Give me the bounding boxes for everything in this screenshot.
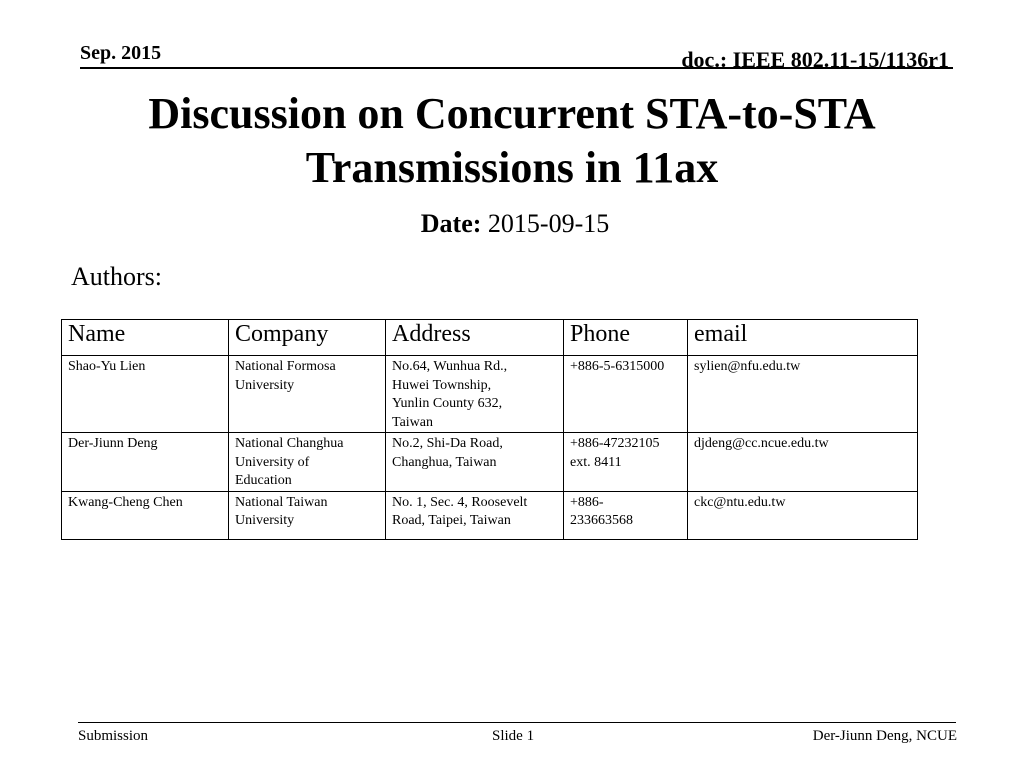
authors-label: Authors: (71, 262, 162, 291)
header-doc-id: doc.: IEEE 802.11-15/1136r1 (681, 47, 949, 72)
cell-line: No.64, Wunhua Rd., (392, 359, 508, 374)
column-header-address: Address (386, 320, 564, 356)
cell-company (229, 356, 386, 433)
cell-name: Shao-Yu Lien (62, 356, 229, 433)
cell-line: Changhua, Taiwan (392, 454, 497, 470)
footer-divider (78, 722, 956, 723)
cell-name: Der-Jiunn Deng (62, 433, 229, 492)
cell-line: University (235, 513, 295, 528)
table-row (62, 491, 918, 539)
cell-phone (564, 491, 688, 539)
header-divider (80, 67, 953, 69)
date-label: Date: (420, 209, 482, 238)
cell-line: National Taiwan (235, 494, 328, 510)
column-header-email: email (688, 320, 918, 356)
cell-line: No. 1, Sec. 4, Roosevelt (392, 494, 528, 510)
cell-line: University of (235, 454, 310, 470)
cell-email: ckc@ntu.edu.tw (688, 491, 918, 539)
footer-slide-number: Slide 1 (492, 728, 535, 744)
cell-line: National Formosa (235, 359, 336, 374)
cell-phone (564, 356, 688, 433)
cell-company (229, 433, 386, 492)
table-row (62, 356, 918, 433)
cell-name: Kwang-Cheng Chen (62, 491, 229, 539)
title-line-1: Discussion on Concurrent STA-to-STA (148, 89, 876, 138)
cell-address (386, 356, 564, 433)
date-line (0, 209, 1024, 239)
column-header-name: Name (62, 320, 229, 356)
footer-author: Der-Jiunn Deng, NCUE (812, 728, 957, 744)
cell-line: No.2, Shi-Da Road, (392, 436, 503, 451)
header-date: Sep. 2015 (80, 42, 162, 64)
cell-line: +886-47232105 (570, 436, 660, 451)
footer-submission: Submission (78, 728, 149, 744)
cell-address (386, 433, 564, 492)
cell-phone (564, 433, 688, 492)
column-header-phone: Phone (564, 320, 688, 356)
cell-address (386, 491, 564, 539)
cell-line: Education (235, 473, 292, 488)
date-value: 2015-09-15 (487, 209, 610, 238)
cell-line: +886-5-6315000 (570, 359, 665, 374)
authors-table (61, 319, 918, 540)
slide-title (0, 87, 1024, 195)
column-header-company: Company (229, 320, 386, 356)
cell-line: Yunlin County 632, (392, 396, 503, 411)
cell-line: ext. 8411 (570, 454, 622, 470)
cell-email: djdeng@cc.ncue.edu.tw (688, 433, 918, 492)
cell-line: Huwei Township, (392, 377, 492, 393)
cell-company (229, 491, 386, 539)
cell-line: National Changhua (235, 436, 344, 451)
cell-line: Road, Taipei, Taiwan (392, 513, 511, 528)
cell-line: Taiwan (392, 414, 434, 430)
cell-line: University (235, 377, 295, 393)
cell-line: +886- (570, 494, 604, 510)
cell-email: sylien@nfu.edu.tw (688, 356, 918, 433)
cell-line: 233663568 (570, 513, 633, 528)
title-line-2: Transmissions in 11ax (305, 143, 719, 192)
table-row (62, 433, 918, 492)
table-header-row (62, 320, 918, 356)
